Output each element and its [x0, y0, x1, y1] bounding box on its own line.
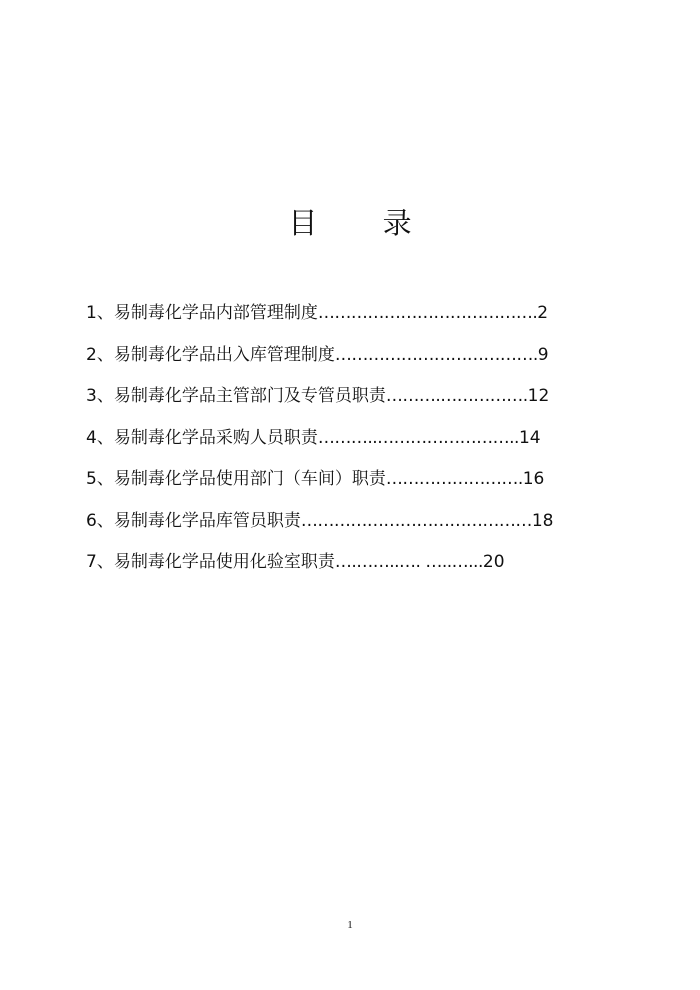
toc-entry-page: 9 [537, 344, 549, 365]
toc-entry-leader: …………………………………. [317, 303, 538, 323]
toc-entry-5[interactable] [86, 463, 646, 505]
toc-entry-label: 3、易制毒化学品主管部门及专管员职责 [86, 386, 386, 406]
toc-entry-label: 6、易制毒化学品库管员职责 [86, 510, 301, 531]
toc-entry-1[interactable] [86, 297, 646, 339]
toc-entry-label: 4、易制毒化学品采购人员职责 [86, 427, 318, 448]
toc-entry-2[interactable] [86, 339, 646, 381]
page-number: 1 [347, 919, 353, 931]
toc-entry-4[interactable] [86, 422, 646, 464]
toc-entry-3[interactable] [86, 380, 646, 422]
toc-entry-label: 2、易制毒化学品出入库管理制度 [86, 344, 335, 365]
toc-entry-page: 20 [482, 552, 505, 572]
toc-entry-leader: ….……..…. …..…... [334, 552, 483, 572]
toc-entry-leader: ………………………………. [334, 344, 538, 365]
toc-entry-label: 7、易制毒化学品使用化验室职责 [86, 552, 335, 572]
page-title: 目 录 [288, 206, 440, 240]
toc-entry-page: 12 [527, 386, 550, 406]
toc-entry-leader: ………..…………………….. [317, 427, 519, 448]
toc-entry-page: 14 [518, 427, 541, 448]
toc-entry-leader: …………………………………… [300, 510, 532, 531]
toc-entry-leader: ……………………. [385, 469, 523, 489]
toc-entry-label: 1、易制毒化学品内部管理制度 [86, 303, 318, 323]
toc-entry-label: 5、易制毒化学品使用部门（车间）职责 [86, 469, 386, 489]
toc-entry-page: 18 [531, 510, 554, 531]
toc-entry-7[interactable] [86, 546, 646, 588]
toc-entry-page: 2 [537, 303, 549, 323]
toc-entry-leader: ……….……………. [385, 386, 528, 406]
toc-entry-6[interactable] [86, 505, 646, 547]
toc-entry-page: 16 [522, 469, 545, 489]
table-of-contents [86, 297, 646, 588]
